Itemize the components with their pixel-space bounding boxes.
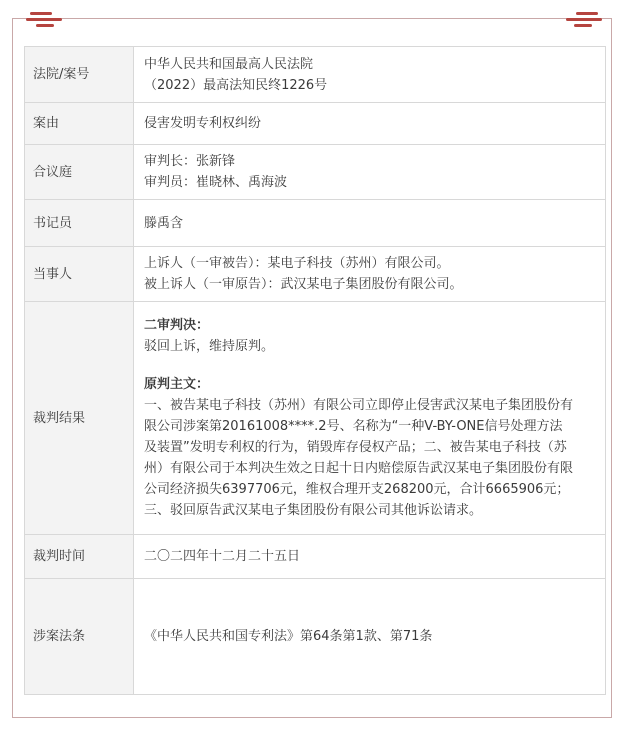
label-cause: 案由 — [25, 103, 134, 145]
judges: 审判员：崔晓林、禹海波 — [144, 175, 288, 190]
label-law: 涉案法条 — [25, 579, 134, 695]
value-date: 二〇二四年十二月二十五日 — [134, 535, 606, 579]
row-cause — [25, 103, 606, 145]
value-clerk: 滕禹含 — [134, 200, 606, 247]
label-date: 裁判时间 — [25, 535, 134, 579]
label-panel: 合议庭 — [25, 145, 134, 200]
row-panel — [25, 145, 606, 200]
first-instance-line: 州）有限公司于本判决生效之日起十日内赔偿原告武汉某电子集团股份有限 — [144, 461, 574, 476]
case-number: （2022）最高法知民终1226号 — [144, 77, 328, 93]
row-law — [25, 579, 606, 695]
value-cause: 侵害发明专利权纠纷 — [134, 103, 606, 145]
label-clerk: 书记员 — [25, 200, 134, 247]
first-instance-heading: 原判主文： — [144, 377, 210, 392]
first-instance-line: 一、被告某电子科技（苏州）有限公司立即停止侵害武汉某电子集团股份有 — [144, 398, 574, 413]
row-date — [25, 535, 606, 579]
row-parties — [25, 247, 606, 302]
value-court — [134, 47, 606, 103]
second-instance-heading: 二审判决： — [144, 318, 210, 333]
appellant: 上诉人（一审被告）：某电子科技（苏州）有限公司。 — [144, 256, 450, 271]
court-name: 中华人民共和国最高人民法院 — [144, 56, 314, 72]
row-court — [25, 47, 606, 103]
row-clerk — [25, 200, 606, 247]
first-instance-line: 公司经济损失6397706元，维权合理开支268200元，合计6665906元； — [144, 482, 570, 497]
first-instance-line: 限公司涉案第20161008****.2号、名称为“一种V-BY-ONE信号处理方法 — [144, 419, 563, 434]
second-instance-text: 驳回上诉，维持原判。 — [144, 339, 275, 354]
first-instance-line: 及装置”发明专利权的行为，销毁库存侵权产品；二、被告某电子科技（苏 — [144, 440, 567, 455]
corner-ornament-left-icon — [26, 9, 62, 27]
corner-ornament-right-icon — [566, 9, 602, 27]
value-parties — [134, 247, 606, 302]
row-result — [25, 302, 606, 535]
first-instance-line: 三、驳回原告武汉某电子集团股份有限公司其他诉讼请求。 — [144, 503, 483, 518]
case-info-table — [24, 46, 606, 695]
value-panel — [134, 145, 606, 200]
presiding-judge: 审判长：张新锋 — [144, 154, 236, 169]
value-result — [134, 302, 606, 535]
appellee: 被上诉人（一审原告）：武汉某电子集团股份有限公司。 — [144, 277, 463, 292]
label-court: 法院/案号 — [25, 47, 134, 103]
value-law: 《中华人民共和国专利法》第64条第1款、第71条 — [134, 579, 606, 695]
label-result: 裁判结果 — [25, 302, 134, 535]
label-parties: 当事人 — [25, 247, 134, 302]
